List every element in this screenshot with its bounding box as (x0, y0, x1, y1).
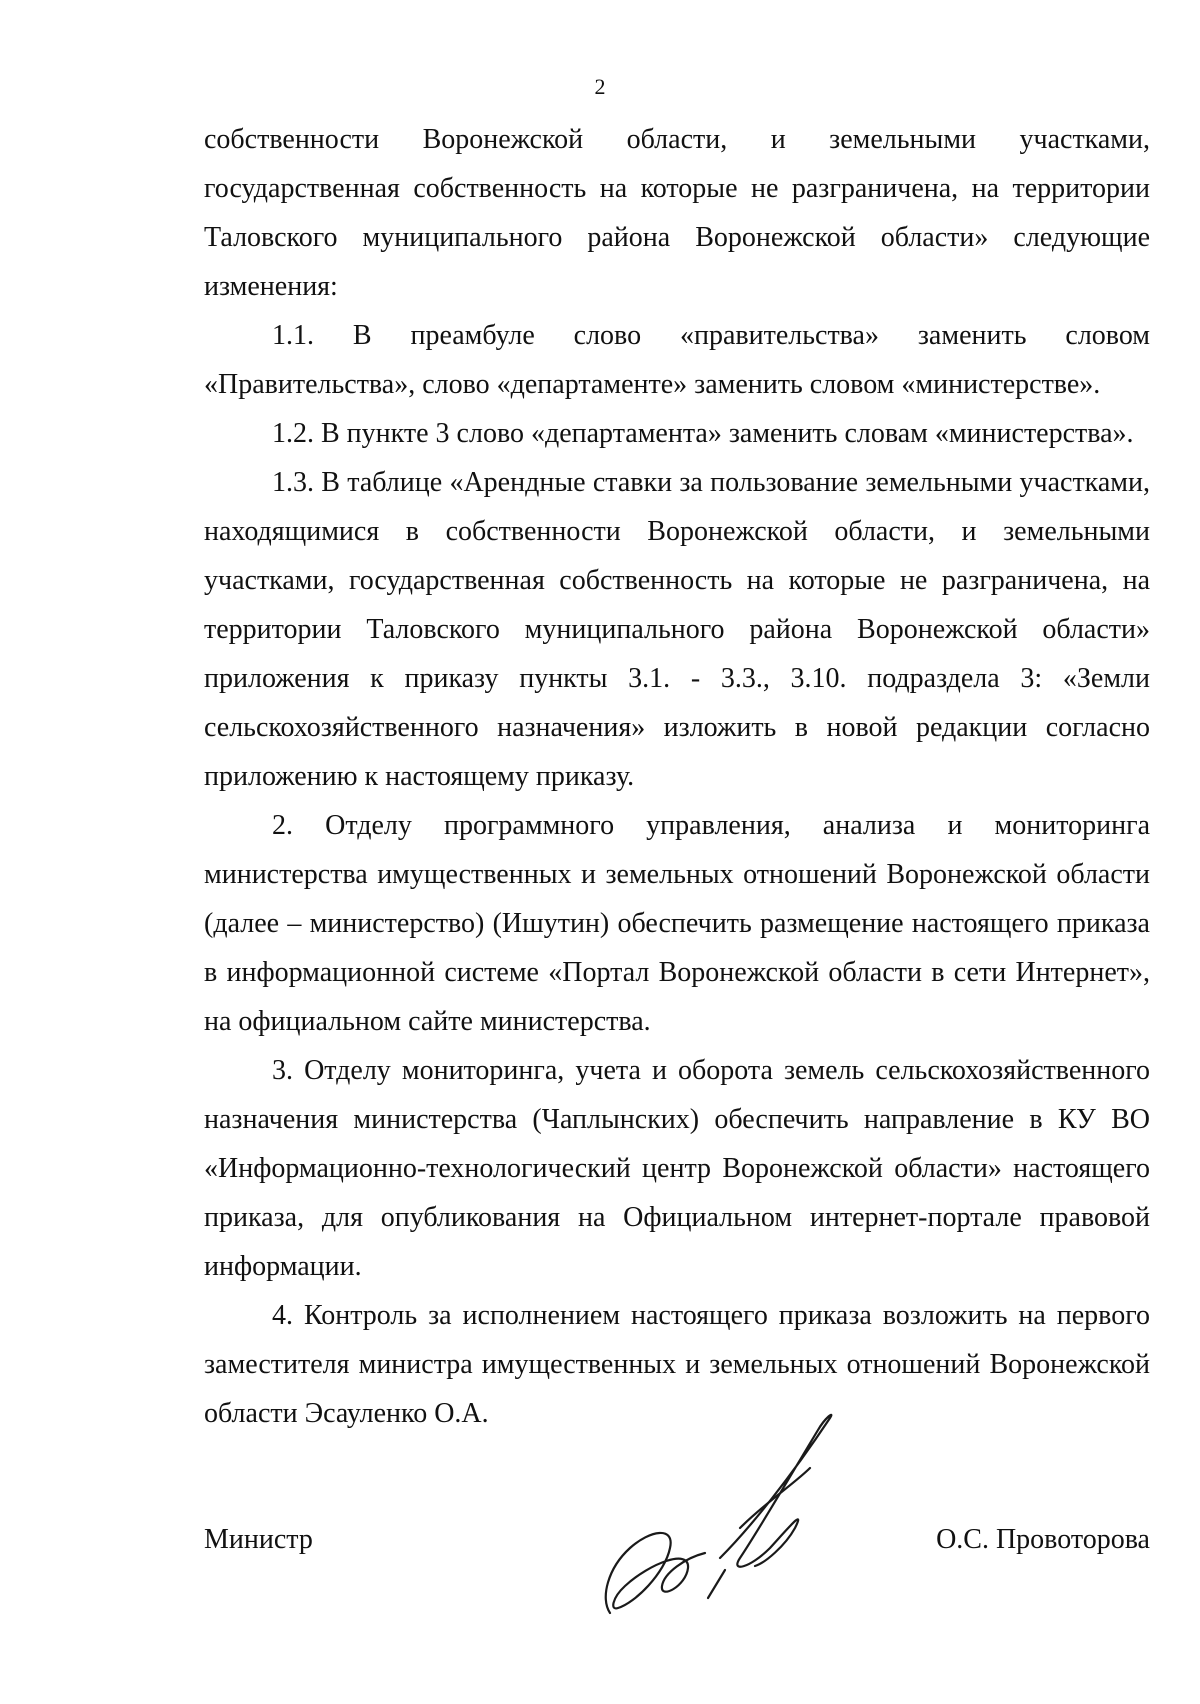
paragraph-continuation: собственности Воронежской области, и земельными участками, государственная собственность на которые не разграничена, на территории Таловского муниципального района Воронежской области» следующие изменения: (204, 124, 1150, 302)
paragraph-1-2: 1.2. В пункте 3 слово «департамента» заменить словам «министерства». (272, 418, 1134, 449)
signatory-title: Министр (204, 1524, 313, 1555)
paragraph-2: 2. Отделу программного управления, анализа и мониторинга министерства имущественных и земельных отношений Воронежской области (далее – министерство) (Ишутин) обеспечить размещение настоящего приказа в информационной системе «Портал Воронежской области в сети Интернет», на официальном сайте министерства. (204, 810, 1150, 1037)
paragraph-4: 4. Контроль за исполнением настоящего приказа возложить на первого заместителя министра имущественных и земельных отношений Воронежской области Эсауленко О.А. (204, 1300, 1150, 1429)
document-body (204, 115, 1150, 1438)
signature-block (204, 1516, 1150, 1576)
paragraph-3: 3. Отделу мониторинга, учета и оборота земель сельскохозяйственного назначения министерства (Чаплынских) обеспечить направление в КУ ВО «Информационно-технологический центр Воронежской области» настоящего приказа, для опубликования на Официальном интернет-портале правовой информации. (204, 1055, 1150, 1282)
paragraph-1-1: 1.1. В преамбуле слово «правительства» заменить словом «Правительства», слово «департаменте» заменить словом «министерстве». (204, 320, 1150, 400)
signatory-name: О.С. Провоторова (936, 1524, 1150, 1555)
paragraph-1-3: 1.3. В таблице «Арендные ставки за пользование земельными участками, находящимися в собственности Воронежской области, и земельными участками, государственная собственность на которые не разграничена, на территории Таловского муниципального района Воронежской области» приложения к приказу пункты 3.1. - 3.3., 3.10. подраздела 3: «Земли сельскохозяйственного назначения» изложить в новой редакции согласно приложению к настоящему приказу. (204, 467, 1150, 792)
page-number: 2 (594, 74, 606, 99)
